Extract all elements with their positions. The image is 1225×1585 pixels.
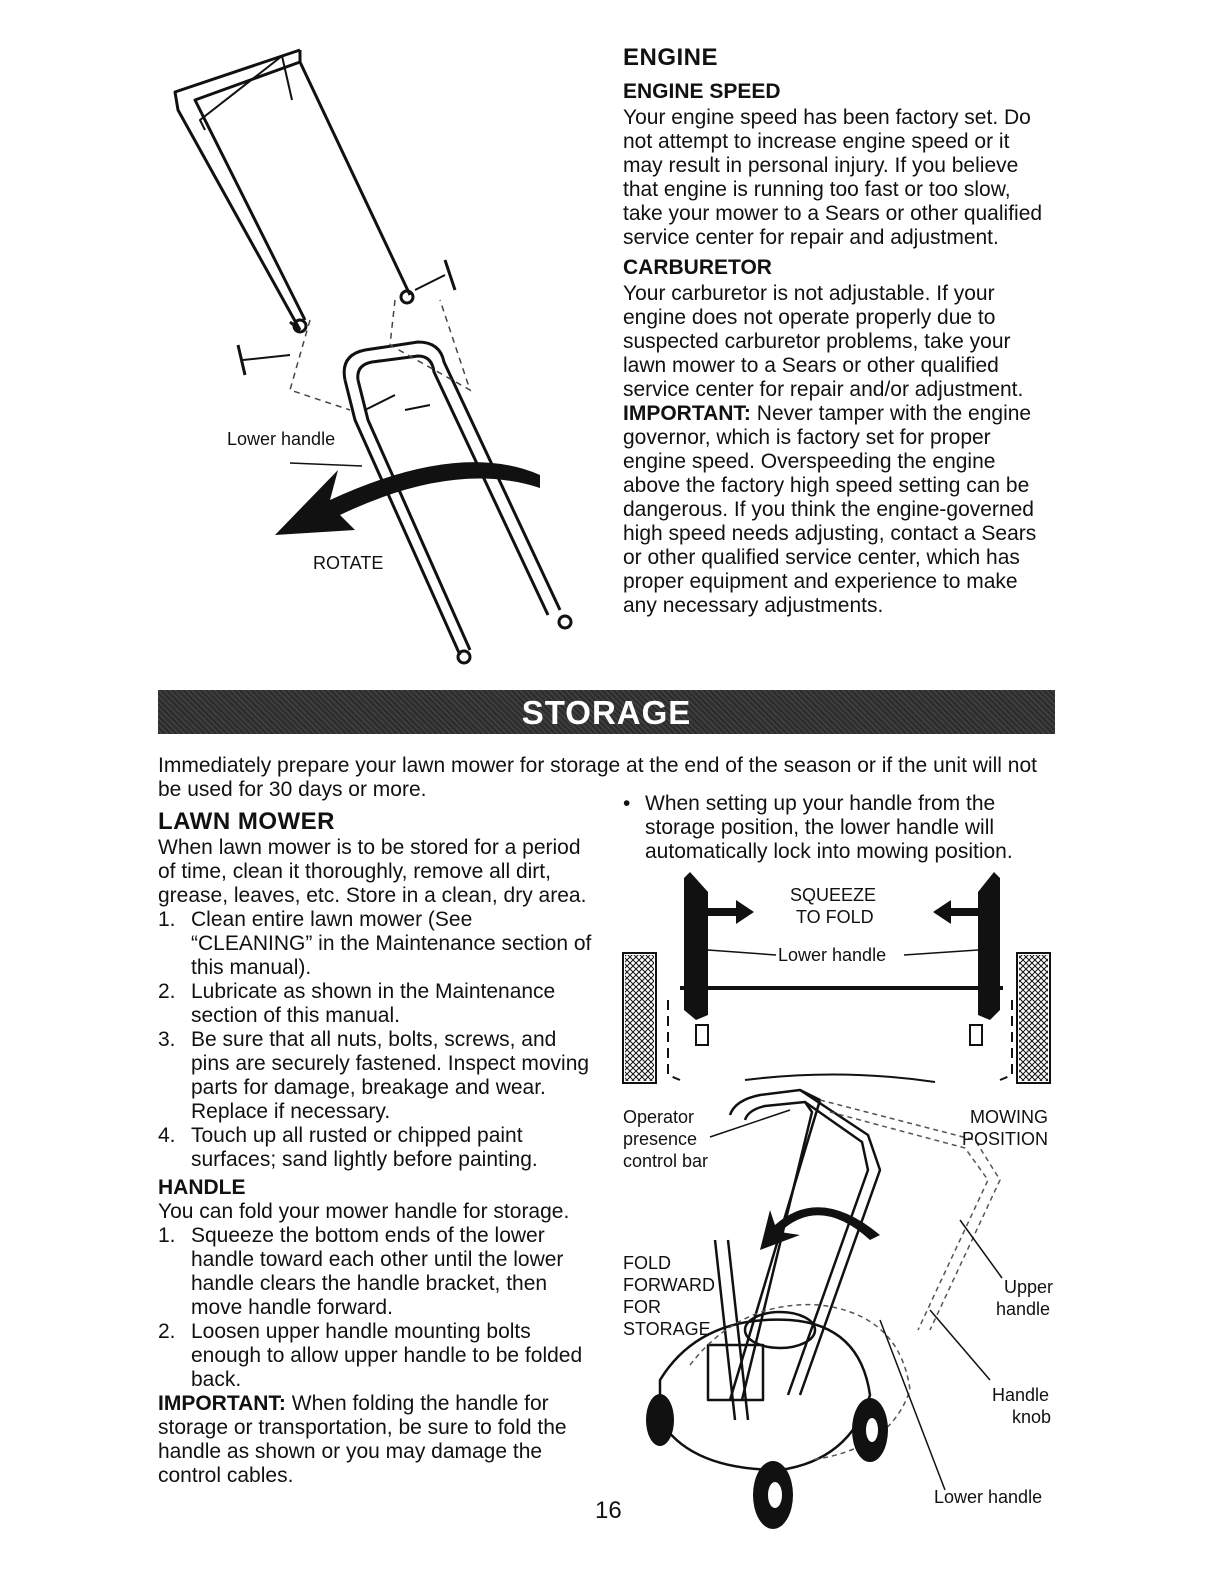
important-text: When folding the handle for storage or transportation, be sure to fold the handle as shown or you may damage the control cables. xyxy=(158,1392,567,1487)
handle-knob-label-2: knob xyxy=(1012,1407,1052,1427)
fold-label: FOLD xyxy=(623,1253,672,1273)
upper-handle-label: handle xyxy=(996,1299,1051,1319)
carburetor-heading: CARBURETOR xyxy=(623,256,772,279)
lawn-mower-text: When lawn mower is to be stored for a period of time, clean it thoroughly, remove all dirt, grease, leaves, etc. Store in a clean, dry area. xyxy=(158,836,587,907)
list-item: 3. Be sure that all nuts, bolts, screws, and pins are securely fastened. Inspect moving parts for damage, breakage and wear. Replace if necessary. xyxy=(158,1028,590,1123)
handle-knob-label-1: Handle xyxy=(992,1385,1050,1405)
forward-label: FORWARD xyxy=(623,1275,715,1295)
lawn-mower-heading: LAWN MOWER xyxy=(158,808,335,835)
to-fold-label: TO FOLD xyxy=(796,907,874,927)
control-bar-label: control bar xyxy=(623,1151,709,1171)
engine-speed-text: Your engine speed has been factory set. Do not attempt to increase engine speed or it may result in personal injury. If you believe that engine is running too fast or too slow, take your mower to a Sears or other qualified service center for repair and adjustment. xyxy=(623,106,1043,249)
important-label: IMPORTANT: xyxy=(158,1392,286,1415)
lower-handle-label: Lower handle xyxy=(227,429,336,449)
list-item: 2. Loosen upper handle mounting bolts enough to allow upper handle to be folded back. xyxy=(158,1320,583,1391)
engine-heading: ENGINE xyxy=(623,44,719,71)
lower-handle-label: Lower handle xyxy=(778,945,887,965)
storage-intro: Immediately prepare your lawn mower for storage at the end of the season or if the unit will not be used for 30 days or more. xyxy=(158,754,1037,801)
presence-label: presence xyxy=(623,1129,698,1149)
list-item: 1. Squeeze the bottom ends of the lower handle toward each other until the lower handle clears the handle bracket, then move handle forward. xyxy=(158,1224,564,1319)
operator-label: Operator xyxy=(623,1107,695,1127)
bullet-text: When setting up your handle from the storage position, the lower handle will automatically lock into mowing position. xyxy=(645,792,1013,863)
handle-text: You can fold your mower handle for storage. xyxy=(158,1200,570,1223)
carburetor-text: Your carburetor is not adjustable. If your engine does not operate properly due to suspected carburetor problems, take your lawn mower to a Sears or other qualified service center for repair and/or adjustment. xyxy=(623,282,1024,401)
storage-title: STORAGE xyxy=(521,694,692,731)
bullet-marker: • xyxy=(623,792,631,815)
squeeze-label: SQUEEZE xyxy=(790,885,877,905)
important-text: Never tamper with the engine governor, which is factory set for proper engine speed. Overspeeding the engine above the factory high speed setting can be dangerous. If you think the engine-governed high speed needs adjusting, contact a Sears or other qualified service center, which has proper equipment and experience to make any necessary adjustments. xyxy=(623,402,1037,617)
handle-heading: HANDLE xyxy=(158,1176,246,1199)
rotate-label: ROTATE xyxy=(313,553,384,573)
list-item: 4. Touch up all rusted or chipped paint surfaces; sand lightly before painting. xyxy=(158,1124,538,1171)
list-item: 1. Clean entire lawn mower (See “CLEANING” in the Maintenance section of this manual). xyxy=(158,908,592,979)
engine-speed-heading: ENGINE SPEED xyxy=(623,80,781,103)
list-item: 2. Lubricate as shown in the Maintenance section of this manual. xyxy=(158,980,556,1027)
upper-label: Upper xyxy=(1004,1277,1054,1297)
storage-label: STORAGE xyxy=(623,1319,711,1339)
mowing-label: MOWING xyxy=(970,1107,1048,1127)
position-label: POSITION xyxy=(962,1129,1049,1149)
for-label: FOR xyxy=(623,1297,661,1317)
page-number: 16 xyxy=(595,1497,622,1524)
lower-handle-label: Lower handle xyxy=(934,1487,1043,1507)
important-label: IMPORTANT: xyxy=(623,402,751,425)
